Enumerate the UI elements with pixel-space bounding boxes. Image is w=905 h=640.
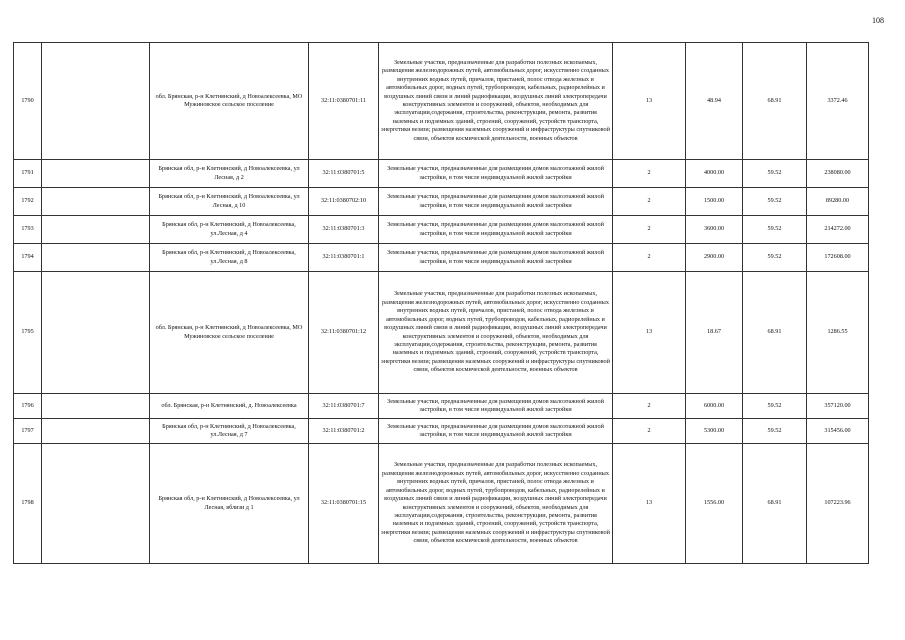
cadastral-value-cell: 89280.00 — [807, 188, 869, 216]
use-code-cell: 13 — [613, 43, 686, 160]
use-code-cell: 2 — [613, 188, 686, 216]
table-row — [14, 419, 869, 444]
cadastral-number-cell: 32:11:0380701:1 — [309, 244, 379, 272]
use-code-cell: 2 — [613, 216, 686, 244]
address-cell: Брянская обл, р-н Клетнянский, д Новоалексеевка, ул Лесная, вблизи д 1 — [150, 444, 309, 564]
page-number: 108 — [872, 16, 884, 25]
row-number: 1790 — [14, 43, 42, 160]
address-cell: Брянская обл, р-н Клетнянский, д Новоалексеевка, ул Лесная, д 10 — [150, 188, 309, 216]
address-cell: обл. Брянская, р-н Клетнянский, д Новоалексеевка, МО Мужиновское сельское поселение — [150, 43, 309, 160]
area-cell: 18.67 — [686, 272, 743, 394]
use-code-cell: 2 — [613, 244, 686, 272]
table-row — [14, 444, 869, 564]
cadastral-number-cell: 32:11:0380701:2 — [309, 419, 379, 444]
address-cell: Брянская обл, р-н Клетнянский, д Новоалексеевка, ул Лесная, д 2 — [150, 160, 309, 188]
use-code-cell: 2 — [613, 419, 686, 444]
land-use-cell: Земельные участки, предназначенные для размещения домов малоэтажной жилой застройки, в том числе индивидуальной жилой застройки — [379, 216, 613, 244]
empty-cell — [42, 419, 150, 444]
row-number: 1795 — [14, 272, 42, 394]
row-number: 1796 — [14, 394, 42, 419]
address-cell: Брянская обл, р-н Клетнянский, д Новоалексеевка, ул.Лесная, д 7 — [150, 419, 309, 444]
rate-cell: 59.52 — [743, 188, 807, 216]
land-use-cell: Земельные участки, предназначенные для разработки полезных ископаемых, размещения железнодорожных путей, автомобильных дорог, искусственно созданных внутренних водных путей, причалов, пристаней, полос отвода железных и автомобильных дорог, водных путей, трубопроводов, кабельных, радиорелейных и воздушных линий связи и линий радиофикации, воздушных линий электропередачи конструктивных элементов и сооружений, объектов, необходимых для эксплуатации,содержания, строительства, реконструкции, ремонта, развития наземных и подземных зданий, строений, сооружений, устройств транспорта, энергетики везязи; размещения наземных сооружений и инфраструктуры спутниковой связи, объектов космической деятельности, военных объектов — [379, 43, 613, 160]
area-cell: 2900.00 — [686, 244, 743, 272]
empty-cell — [42, 244, 150, 272]
address-cell: Брянская обл, р-н Клетнянский, д Новоалексеевка, ул.Лесная, д 4 — [150, 216, 309, 244]
cadastral-number-cell: 32:11:0380702:10 — [309, 188, 379, 216]
table-row — [14, 216, 869, 244]
rate-cell: 68.91 — [743, 272, 807, 394]
table-row — [14, 43, 869, 160]
cadastral-value-cell: 107223.96 — [807, 444, 869, 564]
rate-cell: 59.52 — [743, 216, 807, 244]
row-number: 1791 — [14, 160, 42, 188]
empty-cell — [42, 160, 150, 188]
area-cell: 3600.00 — [686, 216, 743, 244]
table-row — [14, 394, 869, 419]
address-cell: Брянская обл, р-н Клетнянский, д Новоалексеевка, ул.Лесная, д 8 — [150, 244, 309, 272]
area-cell: 5300.00 — [686, 419, 743, 444]
row-number: 1793 — [14, 216, 42, 244]
empty-cell — [42, 444, 150, 564]
land-use-cell: Земельные участки, предназначенные для разработки полезных ископаемых, размещения железнодорожных путей, автомобильных дорог, искусственно созданных внутренних водных путей, причалов, пристаней, полос отвода железных и автомобильных дорог, водных путей, трубопроводов, кабельных, радиорелейных и воздушных линий связи и линий радиофикации, воздушных линий электропередачи конструктивных элементов и сооружений, объектов, необходимых для эксплуатации,содержания, строительства, реконструкции, ремонта, развития наземных и подземных зданий, строений, сооружений, устройств транспорта, энергетики везязи; размещения наземных сооружений и инфраструктуры спутниковой связи, объектов космической деятельности, военных объектов — [379, 444, 613, 564]
empty-cell — [42, 43, 150, 160]
use-code-cell: 2 — [613, 160, 686, 188]
rate-cell: 68.91 — [743, 444, 807, 564]
area-cell: 1556.00 — [686, 444, 743, 564]
cadastral-number-cell: 32:11:0380701:7 — [309, 394, 379, 419]
rate-cell: 68.91 — [743, 43, 807, 160]
use-code-cell: 2 — [613, 394, 686, 419]
cadastral-number-cell: 32:11:0380701:15 — [309, 444, 379, 564]
land-use-cell: Земельные участки, предназначенные для размещения домов малоэтажной жилой застройки, в том числе индивидуальной жилой застройки — [379, 394, 613, 419]
cadastral-number-cell: 32:11:0380701:3 — [309, 216, 379, 244]
rate-cell: 59.52 — [743, 394, 807, 419]
empty-cell — [42, 394, 150, 419]
land-use-cell: Земельные участки, предназначенные для размещения домов малоэтажной жилой застройки, в том числе индивидуальной жилой застройки — [379, 160, 613, 188]
cadastral-value-cell: 3372.46 — [807, 43, 869, 160]
cadastral-value-cell: 172608.00 — [807, 244, 869, 272]
cadastral-number-cell: 32:11:0380701:11 — [309, 43, 379, 160]
land-use-cell: Земельные участки, предназначенные для размещения домов малоэтажной жилой застройки, в том числе индивидуальной жилой застройки — [379, 188, 613, 216]
land-use-cell: Земельные участки, предназначенные для разработки полезных ископаемых, размещения железнодорожных путей, автомобильных дорог, искусственно созданных внутренних водных путей, причалов, пристаней, полос отвода железных и автомобильных дорог, водных путей, трубопроводов, кабельных, радиорелейных и воздушных линий связи и линий радиофикации, воздушных линий электропередачи конструктивных элементов и сооружений, объектов, необходимых для эксплуатации,содержания, строительства, реконструкции, ремонта, развития наземных и подземных зданий, строений, сооружений, устройств транспорта, энергетики везязи; размещения наземных сооружений и инфраструктуры спутниковой связи, объектов космической деятельности, военных объектов — [379, 272, 613, 394]
empty-cell — [42, 272, 150, 394]
table-row — [14, 188, 869, 216]
cadastral-value-cell: 315456.00 — [807, 419, 869, 444]
cadastral-number-cell: 32:11:0380701:5 — [309, 160, 379, 188]
empty-cell — [42, 188, 150, 216]
table-row — [14, 272, 869, 394]
rate-cell: 59.52 — [743, 160, 807, 188]
land-registry-table — [13, 42, 869, 564]
table-row — [14, 160, 869, 188]
row-number: 1792 — [14, 188, 42, 216]
use-code-cell: 13 — [613, 272, 686, 394]
cadastral-value-cell: 238080.00 — [807, 160, 869, 188]
use-code-cell: 13 — [613, 444, 686, 564]
rate-cell: 59.52 — [743, 419, 807, 444]
area-cell: 1500.00 — [686, 188, 743, 216]
cadastral-value-cell: 357120.00 — [807, 394, 869, 419]
area-cell: 6000.00 — [686, 394, 743, 419]
row-number: 1797 — [14, 419, 42, 444]
cadastral-value-cell: 1286.55 — [807, 272, 869, 394]
area-cell: 48.94 — [686, 43, 743, 160]
rate-cell: 59.52 — [743, 244, 807, 272]
address-cell: обл. Брянская, р-н Клетнянский, д Новоалексеевка, МО Мужиновское сельское поселение — [150, 272, 309, 394]
table-row — [14, 244, 869, 272]
address-cell: обл. Брянская, р-н Клетнянский, д. Новоалексеевка — [150, 394, 309, 419]
land-use-cell: Земельные участки, предназначенные для размещения домов малоэтажной жилой застройки, в том числе индивидуальной жилой застройки — [379, 419, 613, 444]
land-use-cell: Земельные участки, предназначенные для размещения домов малоэтажной жилой застройки, в том числе индивидуальной жилой застройки — [379, 244, 613, 272]
row-number: 1798 — [14, 444, 42, 564]
cadastral-value-cell: 214272.00 — [807, 216, 869, 244]
cadastral-number-cell: 32:11:0380701:12 — [309, 272, 379, 394]
empty-cell — [42, 216, 150, 244]
row-number: 1794 — [14, 244, 42, 272]
area-cell: 4000.00 — [686, 160, 743, 188]
